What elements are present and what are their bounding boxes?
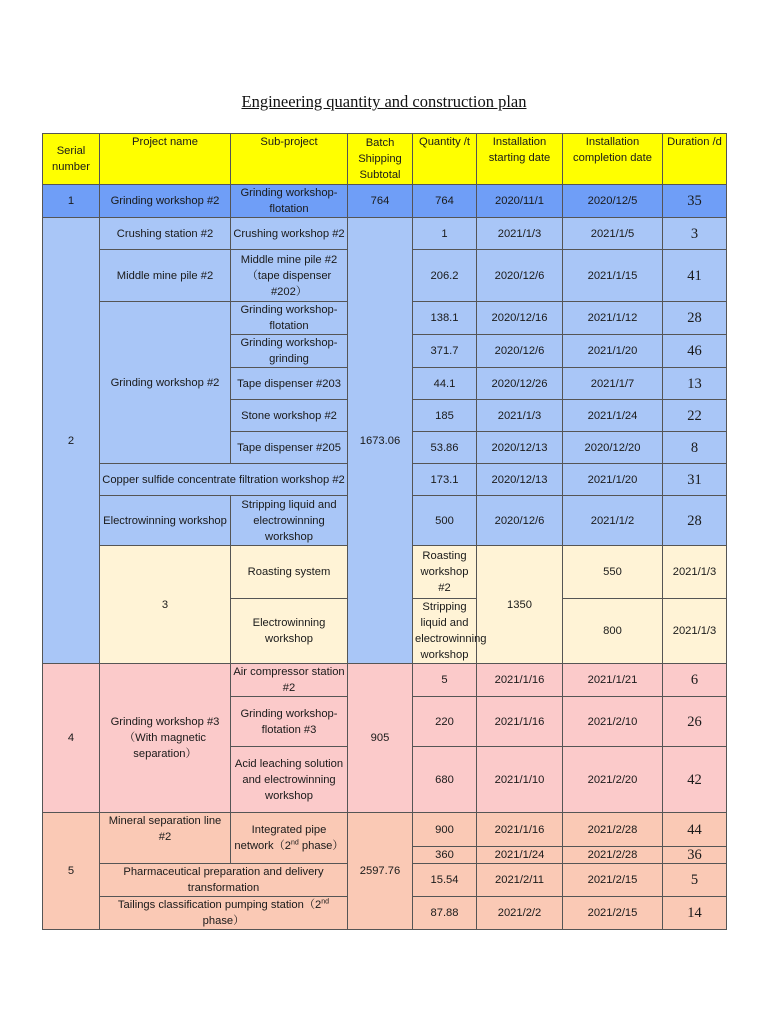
superscript: nd (291, 839, 299, 847)
end-date-cell: 2021/2/28 (563, 813, 663, 847)
header-project: Project name (100, 134, 231, 185)
duration-cell: 28 (663, 302, 727, 335)
start-date-cell: 2021/2/2 (477, 897, 563, 930)
serial-cell: 1 (43, 185, 100, 218)
end-date-cell: 2021/2/15 (563, 897, 663, 930)
end-date-cell: 2020/12/20 (563, 432, 663, 464)
duration-cell: 35 (663, 185, 727, 218)
sub-project-text: Integrated pipe network（2 (234, 824, 327, 852)
duration-cell: 5 (663, 864, 727, 897)
table-row (43, 185, 727, 218)
end-date-cell: 2021/1/12 (563, 302, 663, 335)
duration-cell: 31 (663, 464, 727, 496)
serial-cell: 5 (43, 813, 100, 930)
quantity-cell: 764 (413, 185, 477, 218)
quantity-cell: 800 (563, 599, 663, 664)
duration-cell: 41 (663, 250, 727, 302)
batch-cell: 764 (348, 185, 413, 218)
start-date-cell: 2021/1/3 (663, 599, 727, 664)
end-date-cell: 2021/1/20 (563, 335, 663, 368)
start-date-cell: 2021/1/3 (477, 400, 563, 432)
quantity-cell: 87.88 (413, 897, 477, 930)
end-date-cell: 2021/1/21 (563, 664, 663, 697)
project-cell: Electrowinning workshop (231, 599, 348, 664)
duration-cell: 36 (663, 847, 727, 864)
batch-cell: 1350 (477, 546, 563, 664)
quantity-cell: 680 (413, 747, 477, 813)
start-date-cell: 2021/2/11 (477, 864, 563, 897)
header-batch: Batch Shipping Subtotal (348, 134, 413, 185)
end-date-cell: 2021/2/10 (563, 697, 663, 747)
end-date-cell: 2021/2/28 (563, 847, 663, 864)
project-cell: Electrowinning workshop (100, 496, 231, 546)
quantity-cell: 900 (413, 813, 477, 847)
quantity-cell: 15.54 (413, 864, 477, 897)
batch-cell: 1673.06 (348, 218, 413, 664)
project-cell: Grinding workshop #2 (100, 185, 231, 218)
sub-project-cell: Tape dispenser #203 (231, 368, 348, 400)
quantity-cell: 44.1 (413, 368, 477, 400)
quantity-cell: 185 (413, 400, 477, 432)
serial-cell: 2 (43, 218, 100, 664)
batch-cell: 905 (348, 664, 413, 813)
start-date-cell: 2021/1/3 (477, 218, 563, 250)
project-cell: Crushing station #2 (100, 218, 231, 250)
end-date-cell: 2021/1/5 (563, 218, 663, 250)
start-date-cell: 2021/1/24 (477, 847, 563, 864)
sub-project-cell: Grinding workshop-grinding (231, 335, 348, 368)
end-date-cell: 2020/12/5 (563, 185, 663, 218)
sub-project-cell: Crushing workshop #2 (231, 218, 348, 250)
quantity-cell: 371.7 (413, 335, 477, 368)
end-date-cell: 2021/1/24 (563, 400, 663, 432)
start-date-cell: 2020/12/13 (477, 464, 563, 496)
sub-project-cell (231, 813, 348, 864)
end-date-cell: 2021/1/15 (563, 250, 663, 302)
start-date-cell: 2020/12/6 (477, 335, 563, 368)
batch-cell: 2597.76 (348, 813, 413, 930)
sub-project-cell: Stripping liquid and electrowinning workshop (413, 599, 477, 664)
table-row (43, 218, 727, 250)
start-date-cell: 2020/11/1 (477, 185, 563, 218)
table-row (43, 664, 727, 697)
start-date-cell: 2021/1/16 (477, 697, 563, 747)
project-cell: Grinding workshop #2 (100, 302, 231, 464)
quantity-cell: 5 (413, 664, 477, 697)
quantity-cell: 138.1 (413, 302, 477, 335)
construction-plan-table (42, 133, 727, 930)
serial-cell: 4 (43, 664, 100, 813)
start-date-cell: 2020/12/26 (477, 368, 563, 400)
project-cell (100, 897, 348, 930)
start-date-cell: 2021/1/3 (663, 546, 727, 599)
quantity-cell: 1 (413, 218, 477, 250)
end-date-cell: 2021/2/20 (563, 747, 663, 813)
quantity-cell: 173.1 (413, 464, 477, 496)
header-quantity: Quantity /t (413, 134, 477, 185)
duration-cell: 42 (663, 747, 727, 813)
project-cell: Middle mine pile #2 (100, 250, 231, 302)
start-date-cell: 2021/1/16 (477, 813, 563, 847)
duration-cell: 28 (663, 496, 727, 546)
sub-project-cell: Grinding workshop-flotation #3 (231, 697, 348, 747)
project-cell: Mineral separation line #2 (100, 813, 231, 864)
project-text: phase） (202, 915, 245, 927)
quantity-cell: 220 (413, 697, 477, 747)
header-row (43, 134, 727, 185)
duration-cell: 8 (663, 432, 727, 464)
header-duration: Duration /d (663, 134, 727, 185)
sub-project-cell: Acid leaching solution and electrowinning workshop (231, 747, 348, 813)
start-date-cell: 2021/1/16 (477, 664, 563, 697)
header-end-date: Installation completion date (563, 134, 663, 185)
quantity-cell: 550 (563, 546, 663, 599)
start-date-cell: 2020/12/6 (477, 250, 563, 302)
duration-cell: 26 (663, 697, 727, 747)
project-cell: Grinding workshop #3（With magnetic separation） (100, 664, 231, 813)
duration-cell: 22 (663, 400, 727, 432)
project-cell: Pharmaceutical preparation and delivery transformation (100, 864, 348, 897)
table-row (43, 813, 727, 847)
duration-cell: 46 (663, 335, 727, 368)
quantity-cell: 53.86 (413, 432, 477, 464)
sub-project-cell: Middle mine pile #2（tape dispenser #202） (231, 250, 348, 302)
quantity-cell: 500 (413, 496, 477, 546)
serial-cell: 3 (100, 546, 231, 664)
start-date-cell: 2020/12/13 (477, 432, 563, 464)
project-cell: Copper sulfide concentrate filtration workshop #2 (100, 464, 348, 496)
project-text: Tailings classification pumping station（2 (117, 899, 322, 911)
sub-project-cell: Grinding workshop-flotation (231, 302, 348, 335)
sub-project-text: phase） (301, 840, 344, 852)
sub-project-cell: Tape dispenser #205 (231, 432, 348, 464)
sub-project-cell: Air compressor station #2 (231, 664, 348, 697)
duration-cell: 6 (663, 664, 727, 697)
header-serial: Serial number (43, 134, 100, 185)
end-date-cell: 2021/1/2 (563, 496, 663, 546)
duration-cell: 44 (663, 813, 727, 847)
start-date-cell: 2020/12/16 (477, 302, 563, 335)
duration-cell: 14 (663, 897, 727, 930)
end-date-cell: 2021/1/7 (563, 368, 663, 400)
end-date-cell: 2021/1/20 (563, 464, 663, 496)
project-cell: Roasting system (231, 546, 348, 599)
end-date-cell: 2021/2/15 (563, 864, 663, 897)
duration-cell: 13 (663, 368, 727, 400)
sub-project-cell: Stripping liquid and electrowinning workshop (231, 496, 348, 546)
start-date-cell: 2020/12/6 (477, 496, 563, 546)
quantity-cell: 360 (413, 847, 477, 864)
sub-project-cell: Stone workshop #2 (231, 400, 348, 432)
sub-project-cell: Grinding workshop-flotation (231, 185, 348, 218)
sub-project-cell: Roasting workshop #2 (413, 546, 477, 599)
superscript: nd (321, 898, 330, 906)
start-date-cell: 2021/1/10 (477, 747, 563, 813)
document-title: Engineering quantity and construction plan (241, 92, 527, 111)
duration-cell: 3 (663, 218, 727, 250)
header-start-date: Installation starting date (477, 134, 563, 185)
header-sub-project: Sub-project (231, 134, 348, 185)
quantity-cell: 206.2 (413, 250, 477, 302)
